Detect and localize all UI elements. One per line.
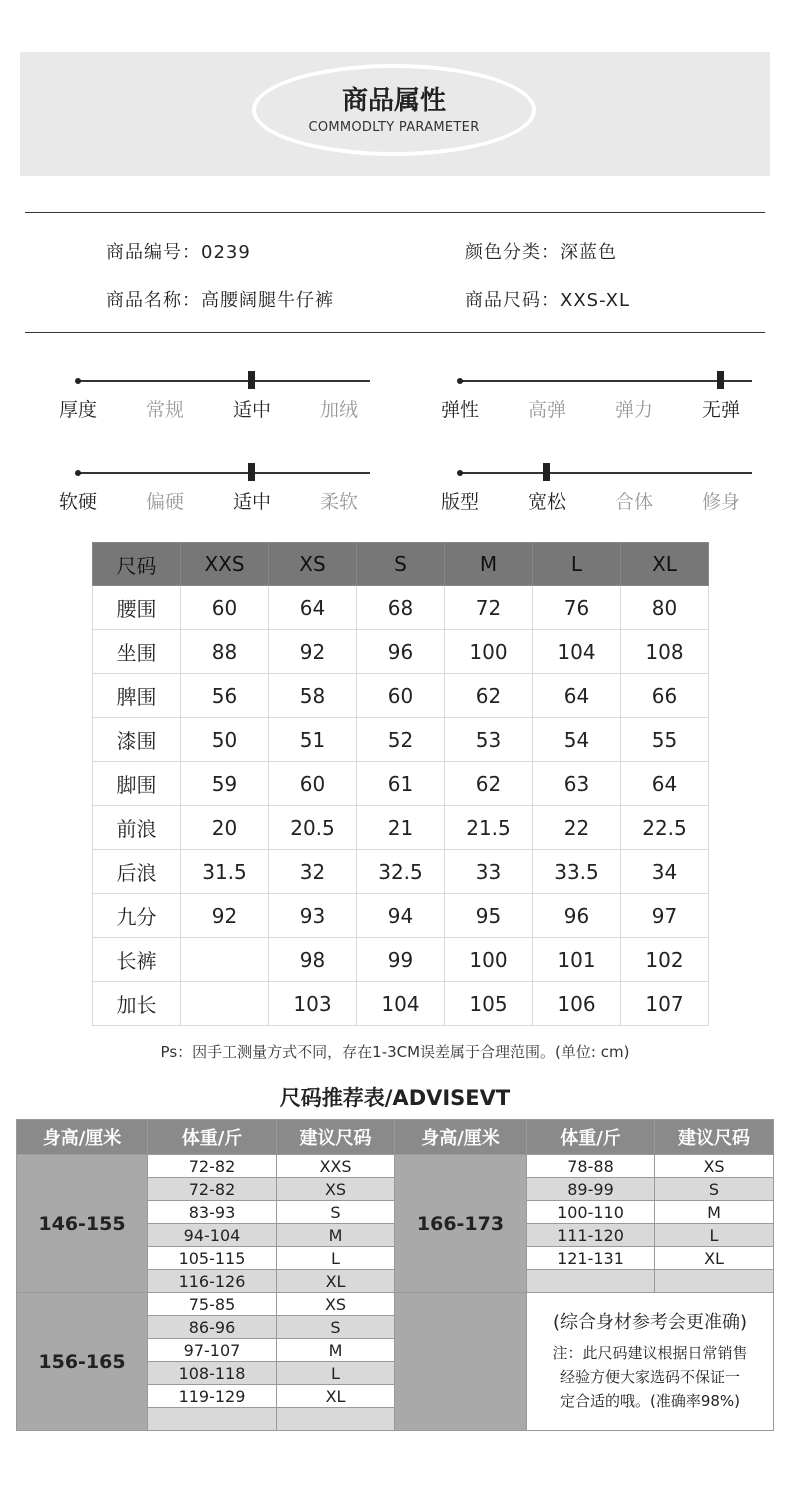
measure-name: 漆围 <box>93 718 181 762</box>
weight-range: 108-118 <box>148 1362 277 1385</box>
weight-range: 100-110 <box>527 1201 655 1224</box>
measure-value: 21.5 <box>445 806 533 850</box>
measure-name: 长裤 <box>93 938 181 982</box>
scale-name: 厚度 <box>58 399 97 421</box>
measure-value: 64 <box>621 762 709 806</box>
scale-option: 常规 <box>145 399 184 421</box>
suggested-size <box>655 1270 774 1293</box>
measure-value: 20 <box>181 806 269 850</box>
weight-range: 111-120 <box>527 1224 655 1247</box>
measure-name: 加长 <box>93 982 181 1026</box>
scale-option: 宽松 <box>527 491 566 513</box>
measure-value: 34 <box>621 850 709 894</box>
measure-value: 76 <box>533 586 621 630</box>
measure-value: 96 <box>357 630 445 674</box>
table-row <box>93 938 709 982</box>
measure-value: 101 <box>533 938 621 982</box>
size-table-header <box>93 543 709 586</box>
item-number: 商品编号：0239 <box>106 242 251 263</box>
weight-range: 116-126 <box>148 1270 277 1293</box>
suggested-size: XS <box>277 1293 395 1316</box>
scale-option: 适中 <box>232 399 271 421</box>
weight-range: 83-93 <box>148 1201 277 1224</box>
scale-option: 柔软 <box>319 491 358 513</box>
measure-value: 62 <box>445 762 533 806</box>
advise-col-header: 建议尺码 <box>277 1120 395 1155</box>
advise-col-header: 体重/斤 <box>527 1120 655 1155</box>
measure-value: 51 <box>269 718 357 762</box>
weight-range: 78-88 <box>527 1155 655 1178</box>
weight-range: 86-96 <box>148 1316 277 1339</box>
table-row <box>17 1155 774 1178</box>
suggested-size <box>277 1408 395 1431</box>
weight-range: 72-82 <box>148 1178 277 1201</box>
measure-value: 54 <box>533 718 621 762</box>
scale-name: 版型 <box>440 491 479 513</box>
measure-value: 97 <box>621 894 709 938</box>
advise-table-header <box>17 1120 774 1155</box>
measure-value: 104 <box>533 630 621 674</box>
scale-marker <box>248 371 255 389</box>
measure-value: 50 <box>181 718 269 762</box>
scale-start-dot <box>75 470 81 476</box>
measure-value: 64 <box>533 674 621 718</box>
size-col-header: L <box>533 543 621 586</box>
suggested-size: M <box>655 1201 774 1224</box>
suggested-size: XS <box>277 1178 395 1201</box>
measure-value: 102 <box>621 938 709 982</box>
advise-col-header: 身高/厘米 <box>17 1120 148 1155</box>
measure-value: 52 <box>357 718 445 762</box>
scale-name: 软硬 <box>58 491 97 513</box>
scale-start-dot <box>75 378 81 384</box>
weight-range: 97-107 <box>148 1339 277 1362</box>
measure-value: 22.5 <box>621 806 709 850</box>
suggested-size: L <box>655 1224 774 1247</box>
suggested-size: M <box>277 1339 395 1362</box>
measure-value: 68 <box>357 586 445 630</box>
measure-value: 53 <box>445 718 533 762</box>
measure-value: 58 <box>269 674 357 718</box>
measure-value: 63 <box>533 762 621 806</box>
item-size-range: 商品尺码：XXS-XL <box>465 290 631 311</box>
measure-value: 31.5 <box>181 850 269 894</box>
scale-track <box>78 472 370 474</box>
table-row <box>93 850 709 894</box>
scale-track <box>460 380 752 382</box>
measure-value: 88 <box>181 630 269 674</box>
measure-name: 前浪 <box>93 806 181 850</box>
size-col-header: S <box>357 543 445 586</box>
weight-range: 75-85 <box>148 1293 277 1316</box>
measure-value: 94 <box>357 894 445 938</box>
measure-value: 61 <box>357 762 445 806</box>
size-col-header: XS <box>269 543 357 586</box>
empty-group-cell <box>395 1293 527 1431</box>
suggested-size: XL <box>277 1385 395 1408</box>
measure-value: 64 <box>269 586 357 630</box>
table-row <box>93 762 709 806</box>
suggested-size: S <box>655 1178 774 1201</box>
table-row <box>93 894 709 938</box>
measure-value: 80 <box>621 586 709 630</box>
measure-value: 56 <box>181 674 269 718</box>
advise-col-header: 建议尺码 <box>655 1120 774 1155</box>
weight-range: 72-82 <box>148 1155 277 1178</box>
suggested-size: XS <box>655 1155 774 1178</box>
table-row <box>93 982 709 1026</box>
advise-col-header: 体重/斤 <box>148 1120 277 1155</box>
measure-name: 脚围 <box>93 762 181 806</box>
scale-name: 弹性 <box>440 399 479 421</box>
scale-track <box>78 380 370 382</box>
measure-value: 105 <box>445 982 533 1026</box>
measure-value: 108 <box>621 630 709 674</box>
measure-name: 坐围 <box>93 630 181 674</box>
weight-range: 121-131 <box>527 1247 655 1270</box>
weight-range <box>148 1408 277 1431</box>
suggested-size: XL <box>655 1247 774 1270</box>
measure-name: 腰围 <box>93 586 181 630</box>
height-range: 146-155 <box>17 1155 148 1293</box>
note-line: 注：此尺码建议根据日常销售 <box>552 1343 748 1362</box>
note-line: 定合适的哦。(准确率98%) <box>559 1391 741 1410</box>
size-col-header: 尺码 <box>93 543 181 586</box>
scale-start-dot <box>457 470 463 476</box>
measure-value: 92 <box>181 894 269 938</box>
measure-value: 96 <box>533 894 621 938</box>
weight-range <box>527 1270 655 1293</box>
measure-value: 100 <box>445 938 533 982</box>
scale-track <box>460 472 752 474</box>
suggested-size: L <box>277 1247 395 1270</box>
measure-value: 106 <box>533 982 621 1026</box>
scale-option: 适中 <box>232 491 271 513</box>
color-category: 颜色分类：深蓝色 <box>465 242 617 263</box>
table-row <box>93 674 709 718</box>
scale-option: 高弹 <box>527 399 566 421</box>
measure-value: 98 <box>269 938 357 982</box>
measure-value: 22 <box>533 806 621 850</box>
scale-option: 修身 <box>701 491 740 513</box>
measure-value: 95 <box>445 894 533 938</box>
divider-bottom <box>25 332 765 333</box>
measure-value: 100 <box>445 630 533 674</box>
note-line: (综合身材参考会更准确) <box>552 1311 748 1333</box>
scale-option: 无弹 <box>701 399 740 421</box>
scale-option: 合体 <box>614 491 653 513</box>
size-col-header: M <box>445 543 533 586</box>
advise-col-header: 身高/厘米 <box>395 1120 527 1155</box>
weight-range: 119-129 <box>148 1385 277 1408</box>
weight-range: 94-104 <box>148 1224 277 1247</box>
scale-option: 弹力 <box>614 399 653 421</box>
measure-value: 103 <box>269 982 357 1026</box>
measure-value: 60 <box>181 586 269 630</box>
suggested-size: S <box>277 1316 395 1339</box>
suggested-size: XXS <box>277 1155 395 1178</box>
suggested-size: XL <box>277 1270 395 1293</box>
item-name: 商品名称：高腰阔腿牛仔裤 <box>106 290 334 311</box>
measure-value: 33.5 <box>533 850 621 894</box>
measure-value: 107 <box>621 982 709 1026</box>
suggested-size: L <box>277 1362 395 1385</box>
measure-name: 后浪 <box>93 850 181 894</box>
measure-value: 72 <box>445 586 533 630</box>
measure-value: 20.5 <box>269 806 357 850</box>
advise-title: 尺码推荐表/ADVISEVT <box>279 1086 511 1110</box>
measure-value: 60 <box>269 762 357 806</box>
measurement-note: Ps：因手工测量方式不同，存在1-3CM误差属于合理范围。(单位: cm) <box>160 1043 630 1061</box>
size-advise-table <box>16 1119 774 1431</box>
scale-option: 加绒 <box>319 399 358 421</box>
measure-value: 62 <box>445 674 533 718</box>
measure-value: 59 <box>181 762 269 806</box>
page-title: 商品属性 <box>341 86 446 116</box>
measure-name: 九分 <box>93 894 181 938</box>
measure-value <box>181 982 269 1026</box>
size-col-header: XL <box>621 543 709 586</box>
measure-value: 104 <box>357 982 445 1026</box>
measure-value: 33 <box>445 850 533 894</box>
scale-marker <box>248 463 255 481</box>
height-range: 156-165 <box>17 1293 148 1431</box>
suggested-size: S <box>277 1201 395 1224</box>
scale-start-dot <box>457 378 463 384</box>
measure-value <box>181 938 269 982</box>
advise-note <box>527 1293 774 1431</box>
measure-value: 66 <box>621 674 709 718</box>
scale-option: 偏硬 <box>145 491 184 513</box>
weight-range: 105-115 <box>148 1247 277 1270</box>
measure-value: 55 <box>621 718 709 762</box>
measure-value: 32 <box>269 850 357 894</box>
suggested-size: M <box>277 1224 395 1247</box>
measure-value: 99 <box>357 938 445 982</box>
measure-value: 93 <box>269 894 357 938</box>
height-range: 166-173 <box>395 1155 527 1293</box>
divider-top <box>25 212 765 213</box>
size-table <box>92 542 709 1026</box>
table-row <box>93 718 709 762</box>
size-col-header: XXS <box>181 543 269 586</box>
table-row <box>93 586 709 630</box>
measure-value: 60 <box>357 674 445 718</box>
measure-value: 21 <box>357 806 445 850</box>
note-line: 经验方便大家选码不保证一 <box>559 1367 740 1386</box>
measure-value: 92 <box>269 630 357 674</box>
table-row <box>93 806 709 850</box>
scale-marker <box>543 463 550 481</box>
scale-marker <box>717 371 724 389</box>
measure-value: 32.5 <box>357 850 445 894</box>
measure-name: 脾围 <box>93 674 181 718</box>
page-subtitle: COMMODLTY PARAMETER <box>308 120 480 135</box>
weight-range: 89-99 <box>527 1178 655 1201</box>
table-row <box>93 630 709 674</box>
table-row <box>17 1293 774 1316</box>
